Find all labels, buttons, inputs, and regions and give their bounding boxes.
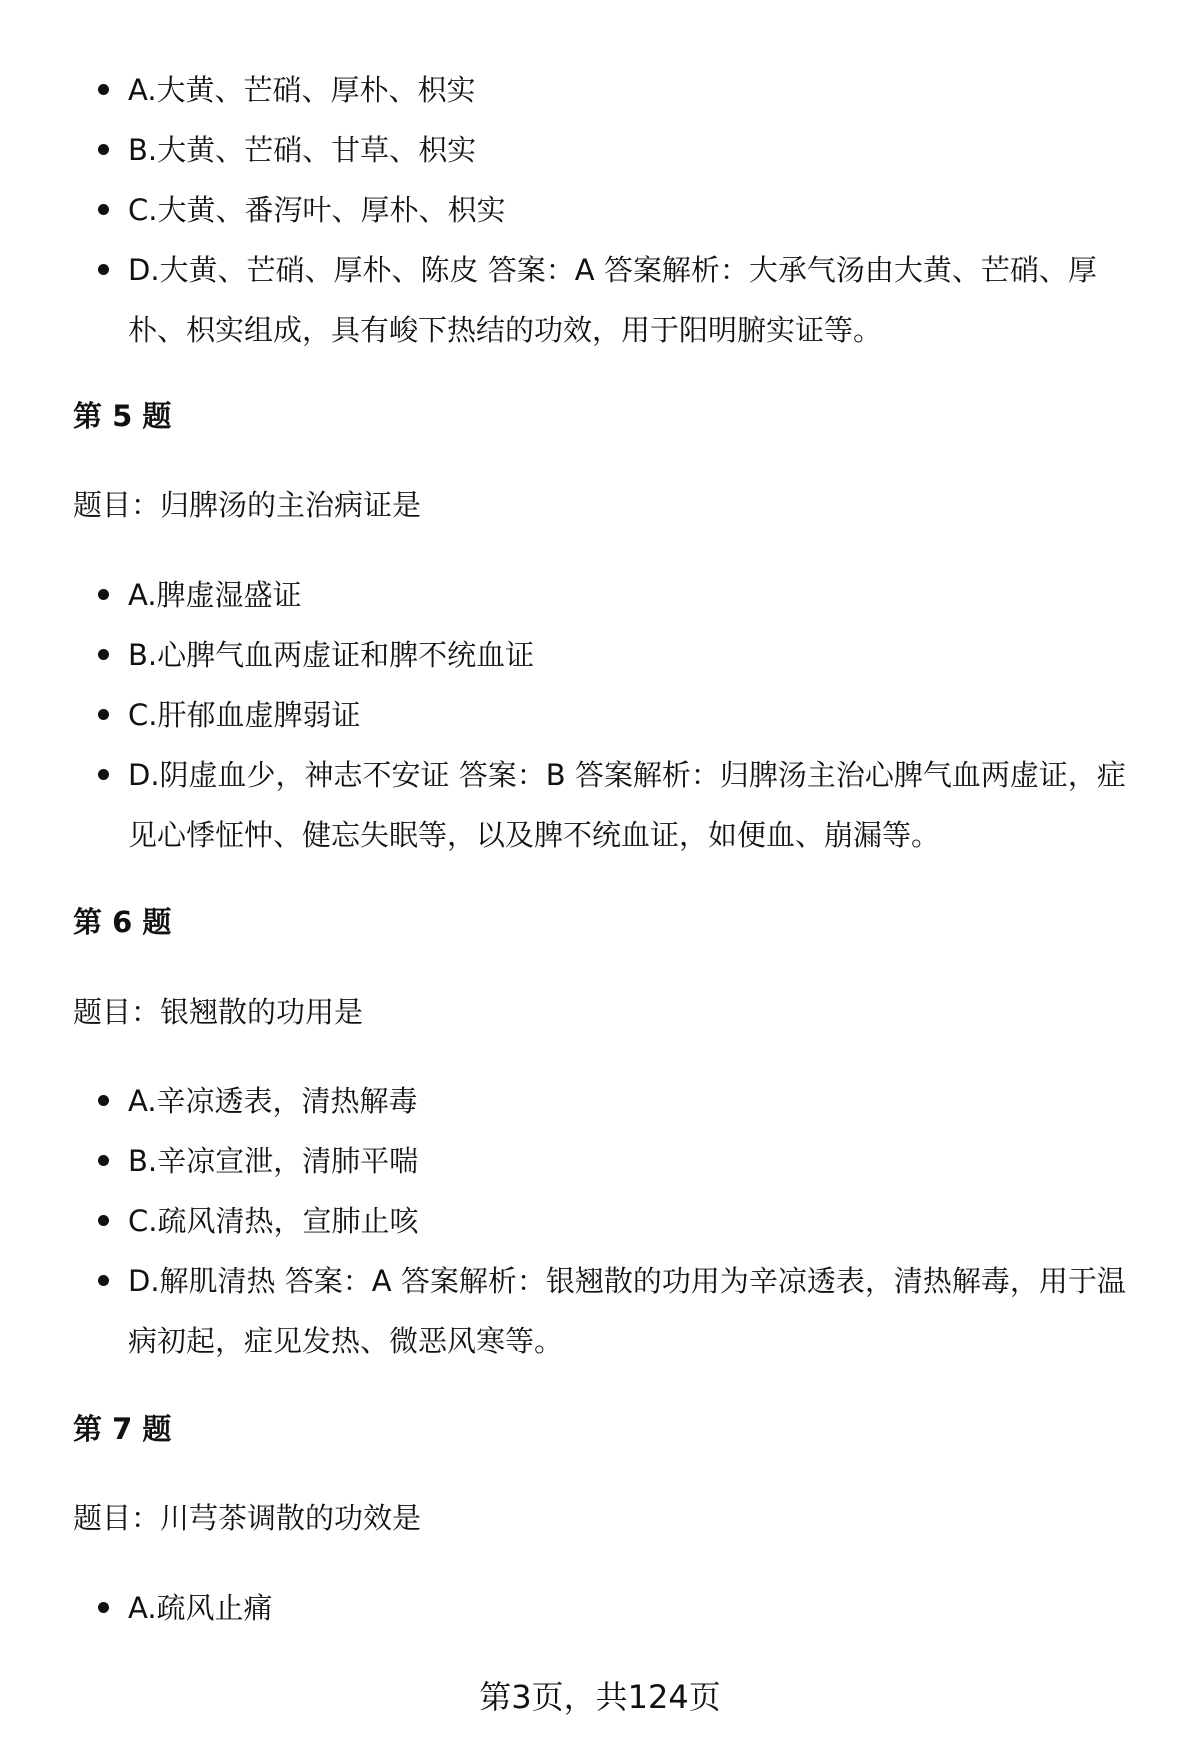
q7-option-list — [128, 1578, 1148, 1638]
q5-stem: 题目：归脾汤的主治病证是 — [73, 488, 422, 522]
option-text: B.心脾气血两虚证和脾不统血证 — [128, 638, 535, 672]
q5-option-d-answer — [128, 745, 1148, 865]
bullet-icon — [98, 1275, 109, 1286]
q5-option-b — [128, 625, 1148, 685]
q5-option-c — [128, 685, 1148, 745]
option-text: A.辛凉透表，清热解毒 — [128, 1084, 418, 1118]
bullet-icon — [98, 1215, 109, 1226]
q6-option-d-answer — [128, 1251, 1148, 1371]
q5-option-list — [128, 565, 1148, 865]
option-text: B.辛凉宣泄，清肺平喘 — [128, 1144, 419, 1178]
q6-option-b — [128, 1131, 1148, 1191]
q6-stem: 题目：银翘散的功用是 — [73, 995, 364, 1029]
bullet-icon — [98, 709, 109, 720]
bullet-icon — [98, 589, 109, 600]
q4-option-list — [128, 60, 1148, 360]
q6-option-list — [128, 1071, 1148, 1371]
option-text: A.脾虚湿盛证 — [128, 578, 302, 612]
bullet-icon — [98, 264, 109, 275]
bullet-icon — [98, 1095, 109, 1106]
option-text: C.肝郁血虚脾弱证 — [128, 698, 361, 732]
option-text: D.阴虚血少，神志不安证 答案：B 答案解析：归脾汤主治心脾气血两虚证，症见心悸怔忡、健忘失眠等，以及脾不统血证，如便血、崩漏等。 — [128, 758, 1126, 852]
bullet-icon — [98, 144, 109, 155]
q7-option-a — [128, 1578, 1148, 1638]
option-text: A.大黄、芒硝、厚朴、枳实 — [128, 73, 476, 107]
option-text: C.大黄、番泻叶、厚朴、枳实 — [128, 193, 506, 227]
option-text: B.大黄、芒硝、甘草、枳实 — [128, 133, 477, 167]
bullet-icon — [98, 1155, 109, 1166]
q7-stem: 题目：川芎茶调散的功效是 — [73, 1501, 422, 1535]
option-text: A.疏风止痛 — [128, 1591, 273, 1625]
q6-heading: 第 6 题 — [73, 905, 172, 939]
q6-option-a — [128, 1071, 1148, 1131]
q4-option-a — [128, 60, 1148, 120]
q4-option-c — [128, 180, 1148, 240]
option-text: D.解肌清热 答案：A 答案解析：银翘散的功用为辛凉透表，清热解毒，用于温病初起，症见发热、微恶风寒等。 — [128, 1264, 1126, 1358]
bullet-icon — [98, 649, 109, 660]
option-text: C.疏风清热，宣肺止咳 — [128, 1204, 419, 1238]
bullet-icon — [98, 204, 109, 215]
q5-heading: 第 5 题 — [73, 399, 172, 433]
bullet-icon — [98, 1602, 109, 1613]
q7-heading: 第 7 题 — [73, 1412, 172, 1446]
option-text: D.大黄、芒硝、厚朴、陈皮 答案：A 答案解析：大承气汤由大黄、芒硝、厚朴、枳实组成，具有峻下热结的功效，用于阳明腑实证等。 — [128, 253, 1097, 347]
bullet-icon — [98, 84, 109, 95]
q6-option-c — [128, 1191, 1148, 1251]
bullet-icon — [98, 769, 109, 780]
q5-option-a — [128, 565, 1148, 625]
q4-option-b — [128, 120, 1148, 180]
q4-option-d-answer — [128, 240, 1148, 360]
page-footer-number: 第3页，共124页 — [479, 1678, 721, 1716]
